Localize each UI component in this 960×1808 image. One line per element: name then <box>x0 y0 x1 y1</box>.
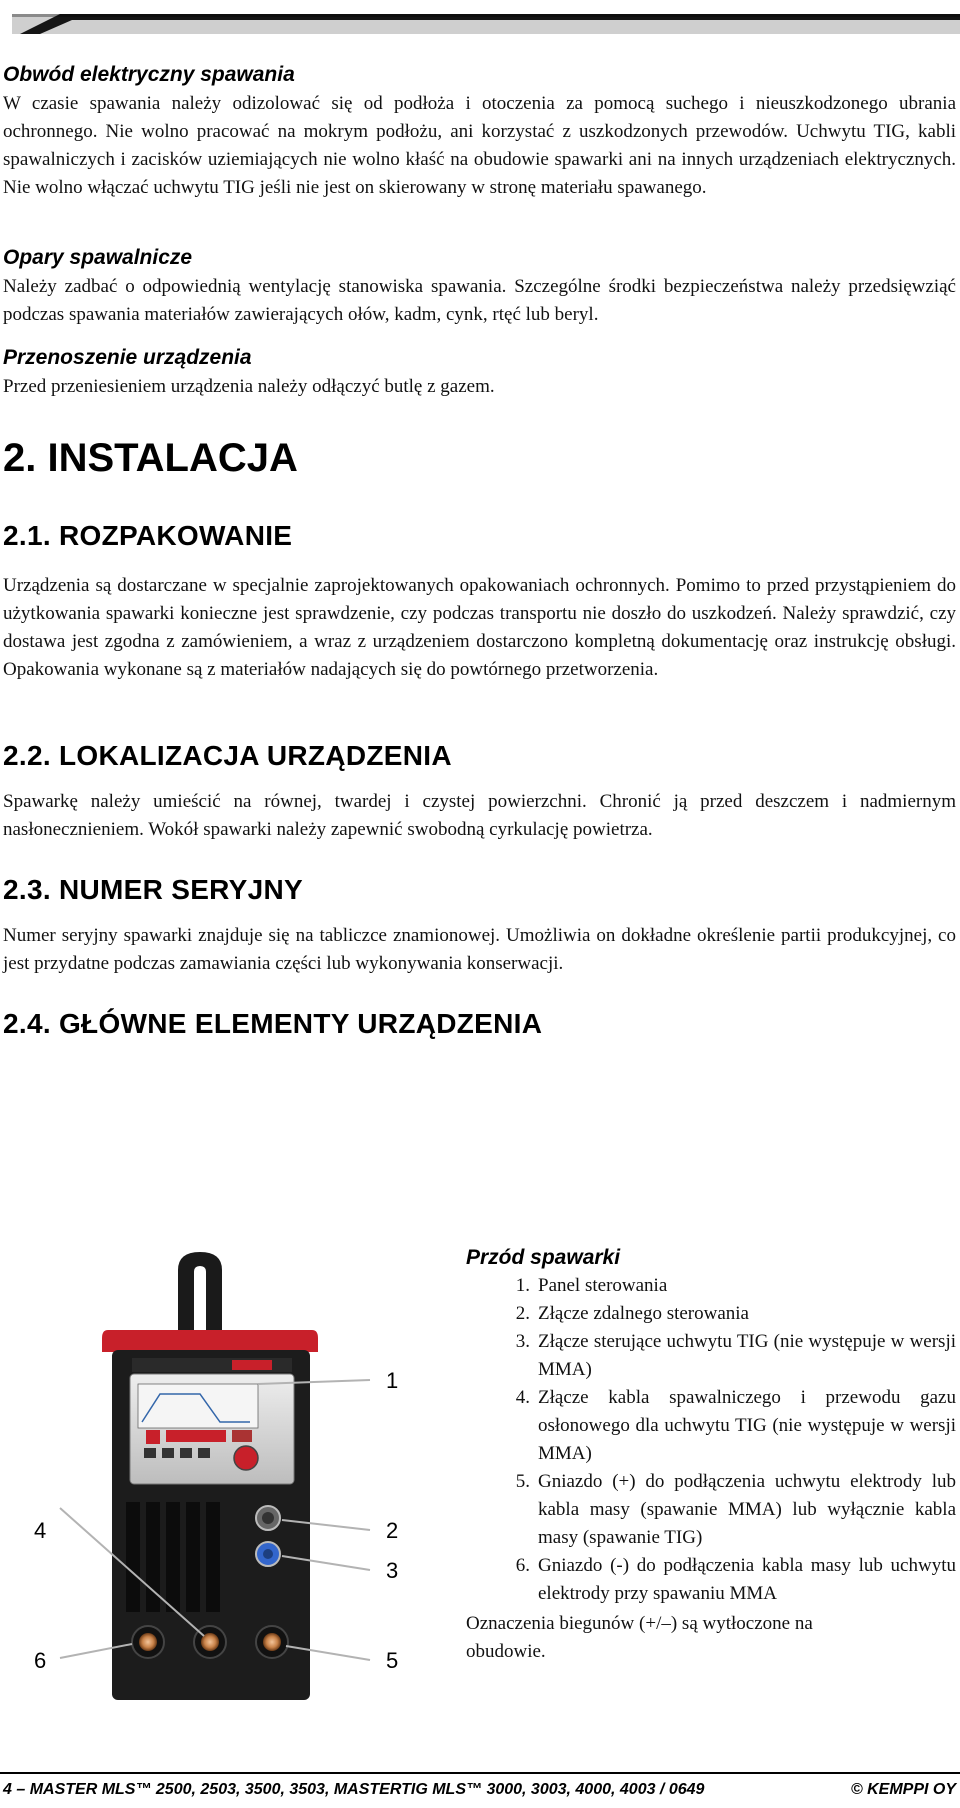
footer-model-info: 4 – MASTER MLS™ 2500, 2503, 3500, 3503, MASTERTIG MLS™ 3000, 3003, 4000, 4003 / 0649 <box>3 1781 705 1798</box>
list-item: 3. Złącze sterujące uchwytu TIG (nie występuje w wersji MMA) <box>515 1331 956 1380</box>
footer-copyright: © KEMPPI OY <box>850 1781 956 1798</box>
list-item: 4. Złącze kabla spawalniczego i przewodu gazu osłonowego dla uchwytu TIG (nie występuje w wersji MMA) <box>515 1387 956 1464</box>
list-item: 2. Złącze zdalnego sterowania <box>515 1303 749 1324</box>
callout-1: 1 <box>386 1368 399 1393</box>
front-list <box>466 1272 956 1608</box>
callout-5: 5 <box>386 1648 399 1673</box>
section-title-opary: Opary spawalnicze <box>3 246 193 269</box>
handle <box>178 1252 222 1330</box>
section-title-elementy: 2.4. GŁÓWNE ELEMENTY URZĄDZENIA <box>3 1008 543 1039</box>
chapter-title-instalacja: 2. INSTALACJA <box>3 436 298 480</box>
section-title-obwod: Obwód elektryczny spawania <box>3 63 295 86</box>
front-components <box>466 1246 956 1666</box>
welder-front-figure <box>0 1250 460 1710</box>
top-cover <box>102 1330 318 1352</box>
section-text-przenoszenie: Przed przeniesieniem urządzenia należy odłączyć butlę z gazem. <box>3 376 495 397</box>
callout-4: 4 <box>34 1518 47 1543</box>
section-title-lokalizacja: 2.2. LOKALIZACJA URZĄDZENIA <box>3 740 452 771</box>
list-item: 5. Gniazdo (+) do podłączenia uchwytu elektrody lub kabla masy (spawanie MMA) lub wyłącznie kabla masy (spawanie TIG) <box>515 1471 956 1548</box>
section-text-numer: Numer seryjny spawarki znajduje się na tabliczce znamionowej. Umożliwia on dokładne określenie partii produkcyjnej, co jest przydatne podczas zamawiania części lub wykonywania konserwacji. <box>3 925 956 974</box>
polarity-note: Oznaczenia biegunów (+/–) są wytłoczone na obudowie. <box>466 1613 813 1662</box>
list-item: 6. Gniazdo (-) do podłączenia kabla masy lub uchwytu elektrody przy spawaniu MMA <box>515 1555 956 1604</box>
kemppi-logo <box>232 1360 272 1370</box>
section-title-numer: 2.3. NUMER SERYJNY <box>3 874 304 905</box>
section-text-obwod: W czasie spawania należy odizolować się od podłoża i otoczenia za pomocą suchego i nieuszkodzonego ubrania ochronnego. Nie wolno pracować na mokrym podłożu, ani korzystać z uszkodzonych przewodów. Uchwytu TIG, kabli spawalniczych i zacisków uziemiających nie wolno kłaść na obudowie spawarki ani na innych urządzeniach elektrycznych. Nie wolno włączać uchwytu TIG jeśli nie jest on skierowany w stronę materiału spawanego. <box>3 93 956 198</box>
header-decoration <box>0 0 960 48</box>
callout-2: 2 <box>386 1518 399 1543</box>
section-title-rozpakowanie: 2.1. ROZPAKOWANIE <box>3 520 293 551</box>
footer-rule <box>0 1772 960 1774</box>
front-title: Przód spawarki <box>466 1246 621 1269</box>
list-item: 1. Panel sterowania <box>515 1275 668 1296</box>
section-text-rozpakowanie: Urządzenia są dostarczane w specjalnie zaprojektowanych opakowaniach ochronnych. Pomimo to przed przystąpieniem do użytkowania spawarki konieczne jest sprawdzenie, czy podczas transportu nie doszło do uszkodzeń. Należy sprawdzić, czy dostawa jest zgodna z zamówieniem, a wraz z urządzeniem dostarczono kompletną dokumentację oraz instrukcję obsługi. Opakowania wykonane są z materiałów nadających się do powtórnego przetworzenia. <box>3 575 956 680</box>
section-title-przenoszenie: Przenoszenie urządzenia <box>3 346 252 369</box>
section-text-lokalizacja: Spawarkę należy umieścić na równej, twardej i czystej powierzchni. Chronić ją przed deszczem i nadmiernym nasłonecznieniem. Wokół spawarki należy zapewnić swobodną cyrkulację powietrza. <box>3 791 956 840</box>
callout-3: 3 <box>386 1558 399 1583</box>
control-knob <box>234 1446 258 1470</box>
section-text-opary: Należy zadbać o odpowiednią wentylację stanowiska spawania. Szczególne środki bezpieczeństwa należy przedsięwziąć podczas spawania materiałów zawierających ołów, kadm, cynk, rtęć lub beryl. <box>3 276 956 325</box>
callout-6: 6 <box>34 1648 47 1673</box>
